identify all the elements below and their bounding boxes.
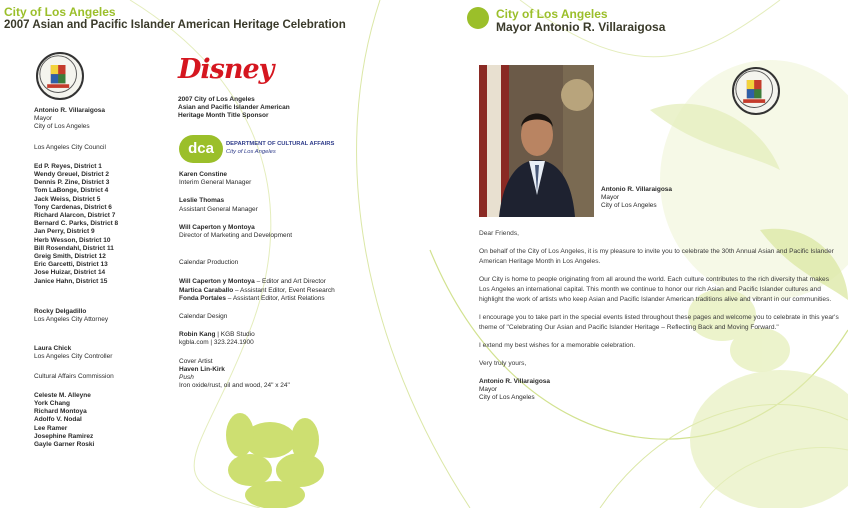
production-role: – Assistant Editor, Artist Relations <box>225 294 325 302</box>
staff-name: Leslie Thomas <box>179 197 225 205</box>
city-seal-icon <box>732 67 780 115</box>
calendar-production-heading: Calendar Production <box>179 259 239 267</box>
artwork-details: Iron oxide/rust, oil and wood, 24" x 24" <box>179 382 290 390</box>
list-item: Bill Rosendahl, District 11 <box>34 244 114 252</box>
production-list <box>179 278 335 303</box>
mayor-photo <box>479 65 594 217</box>
list-item: Tony Cardenas, District 6 <box>34 203 112 211</box>
list-item: Josephine Ramirez <box>34 432 94 440</box>
list-item: Gayle Garner Roski <box>34 441 95 449</box>
staff-title: Assistant General Manager <box>179 205 258 213</box>
caption-org: City of Los Angeles <box>601 202 657 210</box>
artwork-title: Push <box>179 374 194 382</box>
signature-name: Antonio R. Villaraigosa <box>479 378 551 385</box>
production-name: Martica Caraballo <box>179 286 234 294</box>
production-role: – Editor and Art Director <box>254 278 326 286</box>
paragraph: On behalf of the City of Los Angeles, it is my pleasure to invite you to celebrate the 30th Annual Asian and Pacific Islander American Heritage Month in Los Angeles. <box>479 248 834 265</box>
list-item: Richard Alarcon, District 7 <box>34 212 116 220</box>
signature-org: City of Los Angeles <box>479 394 535 402</box>
col1 <box>34 107 118 449</box>
dca-line2: City of Los Angeles <box>226 149 276 155</box>
list-item: Dennis P. Zine, District 3 <box>34 179 110 187</box>
design-name: Robin Kang <box>179 331 216 339</box>
dca-logo: dca <box>179 135 223 163</box>
sponsor-block <box>178 96 290 121</box>
dca-line1: DEPARTMENT OF CULTURAL AFFAIRS <box>226 141 335 147</box>
salutation: Dear Friends, <box>479 230 519 237</box>
paragraph: I extend my best wishes for a memorable celebration. <box>479 342 636 349</box>
list-item: Jack Weiss, District 5 <box>34 195 101 203</box>
council-list <box>34 163 118 286</box>
cover-artist-heading: Cover Artist <box>179 357 213 365</box>
commission-list <box>34 392 118 449</box>
photo-caption <box>601 186 672 211</box>
closing: Very truly yours, <box>479 360 527 367</box>
list-item: Lee Ramer <box>34 424 68 432</box>
controller-title: Los Angeles City Controller <box>34 353 113 361</box>
attorney-title: Los Angeles City Attorney <box>34 316 109 324</box>
design-studio: | KGB Studio <box>215 331 255 339</box>
production-role: – Assistant Editor, Event Research <box>233 286 335 294</box>
controller-name: Laura Chick <box>34 345 72 353</box>
list-item: Ed P. Reyes, District 1 <box>34 162 102 170</box>
list-item: Jan Perry, District 9 <box>34 228 95 236</box>
staff-title: Director of Marketing and Development <box>179 232 293 240</box>
staff-block <box>179 171 335 390</box>
signature-title: Mayor <box>479 386 498 394</box>
caption-name: Antonio R. Villaraigosa <box>601 186 673 193</box>
list-item: York Chang <box>34 400 70 408</box>
left-header-city: City of Los Angeles <box>4 5 116 19</box>
sponsor-line: Asian and Pacific Islander American <box>178 104 290 112</box>
sponsor-line: Heritage Month Title Sponsor <box>178 112 269 120</box>
list-item: Bernard C. Parks, District 8 <box>34 220 119 228</box>
list-item: Celeste M. Alleyne <box>34 391 91 399</box>
list-item: Richard Montoya <box>34 408 87 416</box>
attorney-name: Rocky Delgadillo <box>34 307 87 315</box>
calendar-design-heading: Calendar Design <box>179 313 228 321</box>
left-header-title: 2007 Asian and Pacific Islander American Heritage Celebration <box>4 19 346 31</box>
flower-decoration <box>226 413 324 508</box>
mayor-org: City of Los Angeles <box>34 123 90 131</box>
staff-title: Interim General Manager <box>179 179 252 187</box>
right-header-city: City of Los Angeles <box>496 7 608 21</box>
mayor-title: Mayor <box>34 115 53 123</box>
design-contact: kgbla.com | 323.224.1900 <box>179 339 254 347</box>
list-item: Jose Huizar, District 14 <box>34 269 106 277</box>
mayor-name: Antonio R. Villaraigosa <box>34 107 106 114</box>
right-header-title: Mayor Antonio R. Villaraigosa <box>496 20 666 34</box>
staff-name: Karen Constine <box>179 171 228 178</box>
production-name: Fonda Portales <box>179 294 226 302</box>
staff-name: Will Caperton y Montoya <box>179 223 255 231</box>
letter-body <box>479 229 841 403</box>
disney-logo: Disney <box>178 54 274 85</box>
production-name: Will Caperton y Montoya <box>179 278 255 286</box>
list-item: Herb Wesson, District 10 <box>34 236 111 244</box>
artist-name: Haven Lin-Kirk <box>179 365 225 373</box>
commission-heading: Cultural Affairs Commission <box>34 372 114 380</box>
list-item: Tom LaBonge, District 4 <box>34 187 109 195</box>
list-item: Adolfo V. Nodal <box>34 416 82 424</box>
council-heading: Los Angeles City Council <box>34 143 106 151</box>
caption-title: Mayor <box>601 194 620 202</box>
list-item: Janice Hahn, District 15 <box>34 277 108 285</box>
sponsor-line: 2007 City of Los Angeles <box>178 96 255 103</box>
list-item: Greig Smith, District 12 <box>34 253 106 261</box>
city-seal-icon <box>36 52 84 100</box>
list-item: Eric Garcetti, District 13 <box>34 261 108 269</box>
list-item: Wendy Greuel, District 2 <box>34 171 110 179</box>
green-dot-icon <box>467 7 489 29</box>
paragraph: Our City is home to people originating from all around the world. Each culture contributes to the rich diversity that makes Los Angeles an international capital. This month we continue to honor our rich Asian and Pacific Islander cultures and highlight the work of artists who keep Asian and Pacific Islander American traditions alive and vibrant in our communities. <box>479 276 832 303</box>
paragraph: I encourage you to take part in the special events listed throughout these pages and welcome you to celebrate in this year's theme of "Celebrating Our Asian and Pacific Islander Heritage – Reflecting Back and Moving Forward." <box>479 314 839 331</box>
